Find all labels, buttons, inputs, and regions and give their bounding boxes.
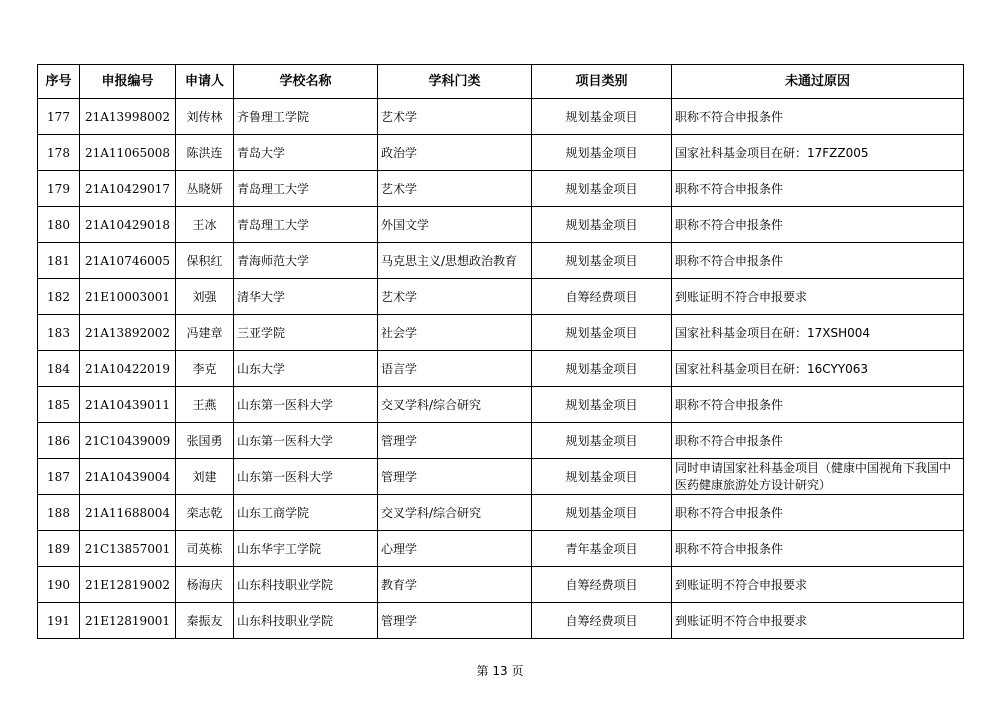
table-row (38, 171, 964, 207)
applicant-name-cell: 栾志乾 (176, 495, 234, 531)
school-name-cell: 山东工商学院 (234, 495, 378, 531)
row-index-cell: 181 (38, 243, 80, 279)
application-code-cell: 21A10439004 (80, 459, 176, 495)
application-code-cell: 21A11688004 (80, 495, 176, 531)
subject-category-cell: 马克思主义/思想政治教育 (378, 243, 532, 279)
application-code-cell: 21A10746005 (80, 243, 176, 279)
applicant-name-cell: 杨海庆 (176, 567, 234, 603)
subject-category-cell: 艺术学 (378, 99, 532, 135)
subject-category-cell: 社会学 (378, 315, 532, 351)
subject-category-cell: 艺术学 (378, 279, 532, 315)
application-code-cell: 21A13998002 (80, 99, 176, 135)
applicant-name-cell: 王燕 (176, 387, 234, 423)
project-type-cell: 自筹经费项目 (532, 567, 672, 603)
rejection-reason-cell: 同时申请国家社科基金项目（健康中国视角下我国中医药健康旅游处方设计研究） (672, 459, 964, 495)
header-index: 序号 (38, 65, 80, 99)
school-name-cell: 山东科技职业学院 (234, 603, 378, 639)
project-type-cell: 规划基金项目 (532, 135, 672, 171)
header-applicant: 申请人 (176, 65, 234, 99)
application-code-cell: 21A10429018 (80, 207, 176, 243)
application-code-cell: 21A10429017 (80, 171, 176, 207)
applicant-name-cell: 秦振友 (176, 603, 234, 639)
table-row (38, 603, 964, 639)
table-row (38, 351, 964, 387)
school-name-cell: 山东第一医科大学 (234, 459, 378, 495)
table-header-row (38, 65, 964, 99)
table-row (38, 531, 964, 567)
table-row (38, 459, 964, 495)
applicant-name-cell: 冯建章 (176, 315, 234, 351)
rejection-reason-cell: 职称不符合申报条件 (672, 99, 964, 135)
subject-category-cell: 管理学 (378, 603, 532, 639)
subject-category-cell: 艺术学 (378, 171, 532, 207)
header-project-type: 项目类别 (532, 65, 672, 99)
table-row (38, 243, 964, 279)
school-name-cell: 山东大学 (234, 351, 378, 387)
project-type-cell: 规划基金项目 (532, 171, 672, 207)
header-reason: 未通过原因 (672, 65, 964, 99)
application-code-cell: 21A11065008 (80, 135, 176, 171)
row-index-cell: 184 (38, 351, 80, 387)
rejection-reason-cell: 职称不符合申报条件 (672, 207, 964, 243)
project-type-cell: 青年基金项目 (532, 531, 672, 567)
table-row (38, 207, 964, 243)
rejection-table (37, 64, 964, 639)
rejection-reason-cell: 国家社科基金项目在研：17XSH004 (672, 315, 964, 351)
school-name-cell: 山东第一医科大学 (234, 387, 378, 423)
application-code-cell: 21E10003001 (80, 279, 176, 315)
applicant-name-cell: 陈洪连 (176, 135, 234, 171)
application-code-cell: 21C10439009 (80, 423, 176, 459)
header-subject: 学科门类 (378, 65, 532, 99)
school-name-cell: 青岛大学 (234, 135, 378, 171)
subject-category-cell: 交叉学科/综合研究 (378, 495, 532, 531)
application-code-cell: 21A10439011 (80, 387, 176, 423)
applicant-name-cell: 司英栋 (176, 531, 234, 567)
subject-category-cell: 管理学 (378, 423, 532, 459)
header-school: 学校名称 (234, 65, 378, 99)
row-index-cell: 191 (38, 603, 80, 639)
school-name-cell: 齐鲁理工学院 (234, 99, 378, 135)
application-code-cell: 21E12819001 (80, 603, 176, 639)
project-type-cell: 规划基金项目 (532, 495, 672, 531)
table-row (38, 567, 964, 603)
project-type-cell: 自筹经费项目 (532, 603, 672, 639)
subject-category-cell: 外国文学 (378, 207, 532, 243)
project-type-cell: 规划基金项目 (532, 207, 672, 243)
rejection-reason-cell: 到账证明不符合申报要求 (672, 567, 964, 603)
rejection-reason-cell: 职称不符合申报条件 (672, 243, 964, 279)
application-code-cell: 21A13892002 (80, 315, 176, 351)
applicant-name-cell: 张国勇 (176, 423, 234, 459)
row-index-cell: 187 (38, 459, 80, 495)
project-type-cell: 规划基金项目 (532, 243, 672, 279)
row-index-cell: 180 (38, 207, 80, 243)
rejection-reason-cell: 职称不符合申报条件 (672, 495, 964, 531)
school-name-cell: 三亚学院 (234, 315, 378, 351)
applicant-name-cell: 刘建 (176, 459, 234, 495)
row-index-cell: 186 (38, 423, 80, 459)
row-index-cell: 190 (38, 567, 80, 603)
project-type-cell: 规划基金项目 (532, 315, 672, 351)
applicant-name-cell: 刘强 (176, 279, 234, 315)
subject-category-cell: 心理学 (378, 531, 532, 567)
row-index-cell: 188 (38, 495, 80, 531)
school-name-cell: 山东科技职业学院 (234, 567, 378, 603)
row-index-cell: 177 (38, 99, 80, 135)
school-name-cell: 山东华宇工学院 (234, 531, 378, 567)
school-name-cell: 青海师范大学 (234, 243, 378, 279)
table-row (38, 423, 964, 459)
application-code-cell: 21C13857001 (80, 531, 176, 567)
project-type-cell: 规划基金项目 (532, 351, 672, 387)
school-name-cell: 山东第一医科大学 (234, 423, 378, 459)
row-index-cell: 189 (38, 531, 80, 567)
project-type-cell: 自筹经费项目 (532, 279, 672, 315)
rejection-reason-cell: 国家社科基金项目在研：16CYY063 (672, 351, 964, 387)
applicant-name-cell: 丛晓妍 (176, 171, 234, 207)
project-type-cell: 规划基金项目 (532, 423, 672, 459)
subject-category-cell: 管理学 (378, 459, 532, 495)
table-row (38, 99, 964, 135)
application-code-cell: 21E12819002 (80, 567, 176, 603)
header-application-code: 申报编号 (80, 65, 176, 99)
table-row (38, 495, 964, 531)
applicant-name-cell: 刘传林 (176, 99, 234, 135)
rejection-reason-cell: 到账证明不符合申报要求 (672, 603, 964, 639)
rejection-reason-cell: 到账证明不符合申报要求 (672, 279, 964, 315)
subject-category-cell: 语言学 (378, 351, 532, 387)
subject-category-cell: 政治学 (378, 135, 532, 171)
project-type-cell: 规划基金项目 (532, 387, 672, 423)
rejection-reason-cell: 职称不符合申报条件 (672, 423, 964, 459)
rejection-reason-cell: 职称不符合申报条件 (672, 171, 964, 207)
row-index-cell: 178 (38, 135, 80, 171)
rejection-reason-cell: 职称不符合申报条件 (672, 387, 964, 423)
school-name-cell: 青岛理工大学 (234, 207, 378, 243)
row-index-cell: 182 (38, 279, 80, 315)
school-name-cell: 清华大学 (234, 279, 378, 315)
table-body (38, 99, 964, 639)
applicant-name-cell: 王冰 (176, 207, 234, 243)
school-name-cell: 青岛理工大学 (234, 171, 378, 207)
table-row (38, 279, 964, 315)
row-index-cell: 179 (38, 171, 80, 207)
project-type-cell: 规划基金项目 (532, 99, 672, 135)
row-index-cell: 185 (38, 387, 80, 423)
applicant-name-cell: 保积红 (176, 243, 234, 279)
rejection-reason-cell: 国家社科基金项目在研：17FZZ005 (672, 135, 964, 171)
subject-category-cell: 教育学 (378, 567, 532, 603)
subject-category-cell: 交叉学科/综合研究 (378, 387, 532, 423)
table-row (38, 315, 964, 351)
table-row (38, 387, 964, 423)
application-code-cell: 21A10422019 (80, 351, 176, 387)
project-type-cell: 规划基金项目 (532, 459, 672, 495)
rejection-reason-cell: 职称不符合申报条件 (672, 531, 964, 567)
table-row (38, 135, 964, 171)
row-index-cell: 183 (38, 315, 80, 351)
applicant-name-cell: 李克 (176, 351, 234, 387)
page-number: 第 13 页 (476, 664, 524, 678)
